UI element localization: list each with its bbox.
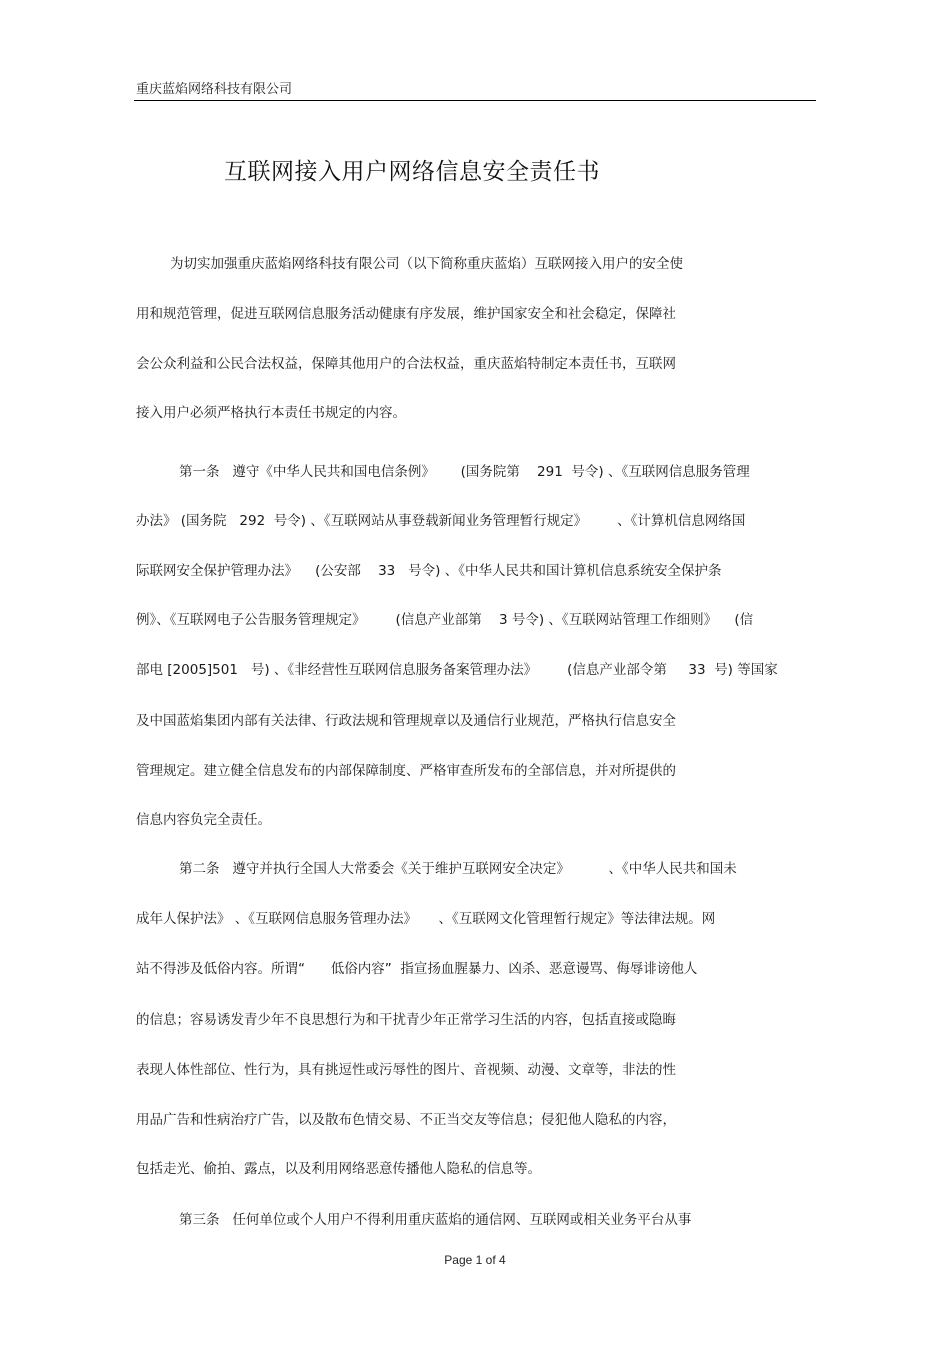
body-line: 办法》 (国务院 292 号令) 、《互联网站从事登载新闻业务管理暂行规定》 、《计算机信息网络国: [136, 513, 746, 529]
body-line: 表现人体性部位、性行为，具有挑逗性或污辱性的图片、音视频、动漫、文章等，非法的性: [136, 1062, 676, 1078]
body-line: 第三条 任何单位或个人用户不得利用重庆蓝焰的通信网、互联网或相关业务平台从事: [179, 1212, 692, 1228]
body-line: 站不得涉及低俗内容。所谓“ 低俗内容” 指宣扬血腥暴力、凶杀、恶意谩骂、侮辱诽谤他人: [136, 961, 698, 977]
body-line: 包括走光、偷拍、露点，以及利用网络恶意传播他人隐私的信息等。: [136, 1161, 541, 1177]
body-line: 用和规范管理，促进互联网信息服务活动健康有序发展，维护国家安全和社会稳定，保障社: [136, 306, 676, 322]
page-number: Page 1 of 4: [444, 1253, 506, 1267]
body-line: 会公众利益和公民合法权益，保障其他用户的合法权益，重庆蓝焰特制定本责任书，互联网: [136, 356, 676, 372]
body-line: 用品广告和性病治疗广告，以及散布色情交易、不正当交友等信息；侵犯他人隐私的内容，: [136, 1112, 676, 1128]
body-line: 成年人保护法》 、《互联网信息服务管理办法》 、《互联网文化管理暂行规定》等法律法规。网: [136, 911, 716, 927]
body-line: 部电 [2005]501 号) 、《非经营性互联网信息服务备案管理办法》 (信息产业部令第 33 号) 等国家: [136, 662, 778, 678]
header-divider: [134, 100, 816, 101]
body-line: 际联网安全保护管理办法》 (公安部 33 号令) 、《中华人民共和国计算机信息系统安全保护条: [136, 563, 722, 579]
body-line: 第二条 遵守并执行全国人大常委会《关于维护互联网安全决定》 、《中华人民共和国未: [179, 861, 737, 877]
body-line: 接入用户必须严格执行本责任书规定的内容。: [136, 405, 406, 421]
body-line: 管理规定。建立健全信息发布的内部保障制度、严格审查所发布的全部信息，并对所提供的: [136, 763, 676, 779]
company-header: 重庆蓝焰网络科技有限公司: [136, 82, 293, 97]
body-line: 例》、《互联网电子公告服务管理规定》 (信息产业部第 3 号令) 、《互联网站管理工作细则》 (信: [136, 612, 754, 628]
body-line: 为切实加强重庆蓝焰网络科技有限公司（以下简称重庆蓝焰）互联网接入用户的安全使: [170, 256, 683, 272]
body-line: 的信息；容易诱发青少年不良思想行为和干扰青少年正常学习生活的内容，包括直接或隐晦: [136, 1012, 676, 1028]
body-line: 第一条 遵守《中华人民共和国电信条例》 (国务院第 291 号令) 、《互联网信息服务管理: [179, 464, 750, 480]
body-line: 信息内容负完全责任。: [136, 812, 271, 828]
body-line: 及中国蓝焰集团内部有关法律、行政法规和管理规章以及通信行业规范，严格执行信息安全: [136, 713, 676, 729]
document-title: 互联网接入用户网络信息安全责任书: [224, 159, 600, 185]
